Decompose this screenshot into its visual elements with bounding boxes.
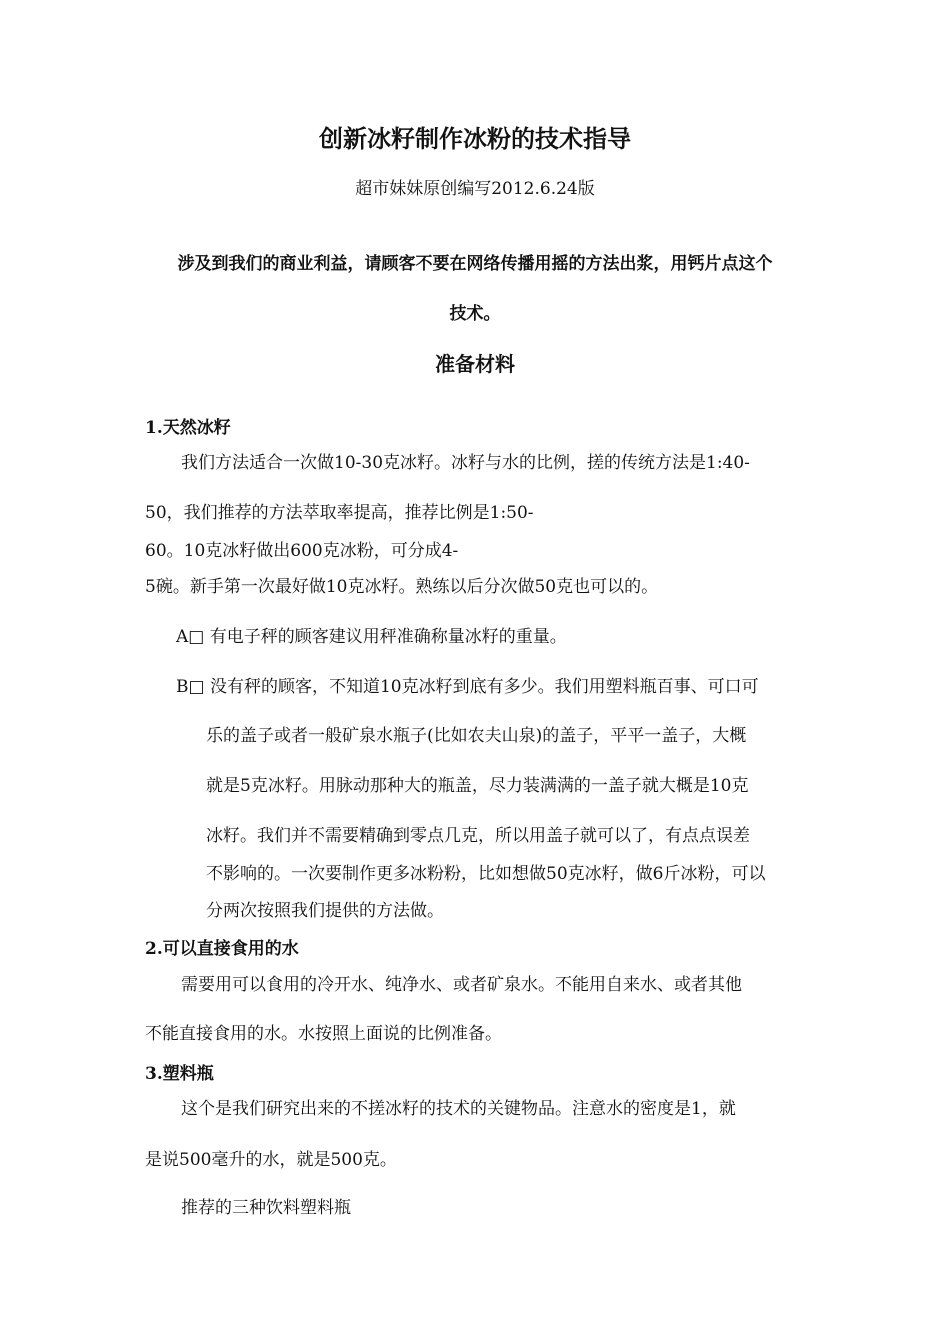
item-1-option-b-line: 乐的盖子或者一般矿泉水瓶子(比如农夫山泉)的盖子，平平一盖子，大概	[206, 726, 747, 746]
item-3-recommend-label: 推荐的三种饮料塑料瓶	[181, 1198, 351, 1218]
item-2-paragraph-line: 不能直接食用的水。水按照上面说的比例准备。	[145, 1024, 502, 1044]
item-1-heading: 1.天然冰籽	[145, 418, 231, 438]
item-3-paragraph-line: 是说500毫升的水，就是500克。	[145, 1150, 397, 1170]
item-1-option-b-line: 就是5克冰籽。用脉动那种大的瓶盖，尽力装满满的一盖子就大概是10克	[206, 776, 749, 796]
notice-line-1: 涉及到我们的商业利益，请顾客不要在网络传播用摇的方法出浆，用钙片点这个	[177, 254, 773, 274]
notice-line-2: 技术。	[449, 304, 501, 324]
item-1-option-a: A□ 有电子秤的顾客建议用秤准确称量冰籽的重量。	[176, 627, 567, 647]
item-1-option-b-line: B□ 没有秤的顾客，不知道10克冰籽到底有多少。我们用塑料瓶百事、可口可	[176, 677, 759, 697]
item-1-paragraph-line: 5碗。新手第一次最好做10克冰籽。熟练以后分次做50克也可以的。	[145, 577, 659, 597]
item-1-option-b-line: 分两次按照我们提供的方法做。	[206, 901, 444, 921]
item-1-paragraph-line: 我们方法适合一次做10-30克冰籽。冰籽与水的比例，搓的传统方法是1:40-	[181, 453, 750, 473]
item-1-paragraph-line: 60。10克冰籽做出600克冰粉，可分成4-	[145, 541, 459, 561]
item-2-heading: 2.可以直接食用的水	[145, 939, 299, 959]
item-3-heading: 3.塑料瓶	[145, 1064, 214, 1084]
item-3-paragraph-line: 这个是我们研究出来的不搓冰籽的技术的关键物品。注意水的密度是1，就	[181, 1099, 736, 1119]
document-title: 创新冰籽制作冰粉的技术指导	[319, 124, 631, 153]
item-1-paragraph-line: 50，我们推荐的方法萃取率提高，推荐比例是1:50-	[145, 503, 534, 523]
item-1-option-b-line: 冰籽。我们并不需要精确到零点几克，所以用盖子就可以了，有点点误差	[206, 826, 750, 846]
section-heading: 准备材料	[435, 352, 515, 376]
item-1-option-b-line: 不影响的。一次要制作更多冰粉粉，比如想做50克冰籽，做6斤冰粉，可以	[206, 864, 766, 884]
document-subtitle: 超市妹妹原创编写2012.6.24版	[355, 179, 595, 199]
item-2-paragraph-line: 需要用可以食用的冷开水、纯净水、或者矿泉水。不能用自来水、或者其他	[181, 975, 742, 995]
